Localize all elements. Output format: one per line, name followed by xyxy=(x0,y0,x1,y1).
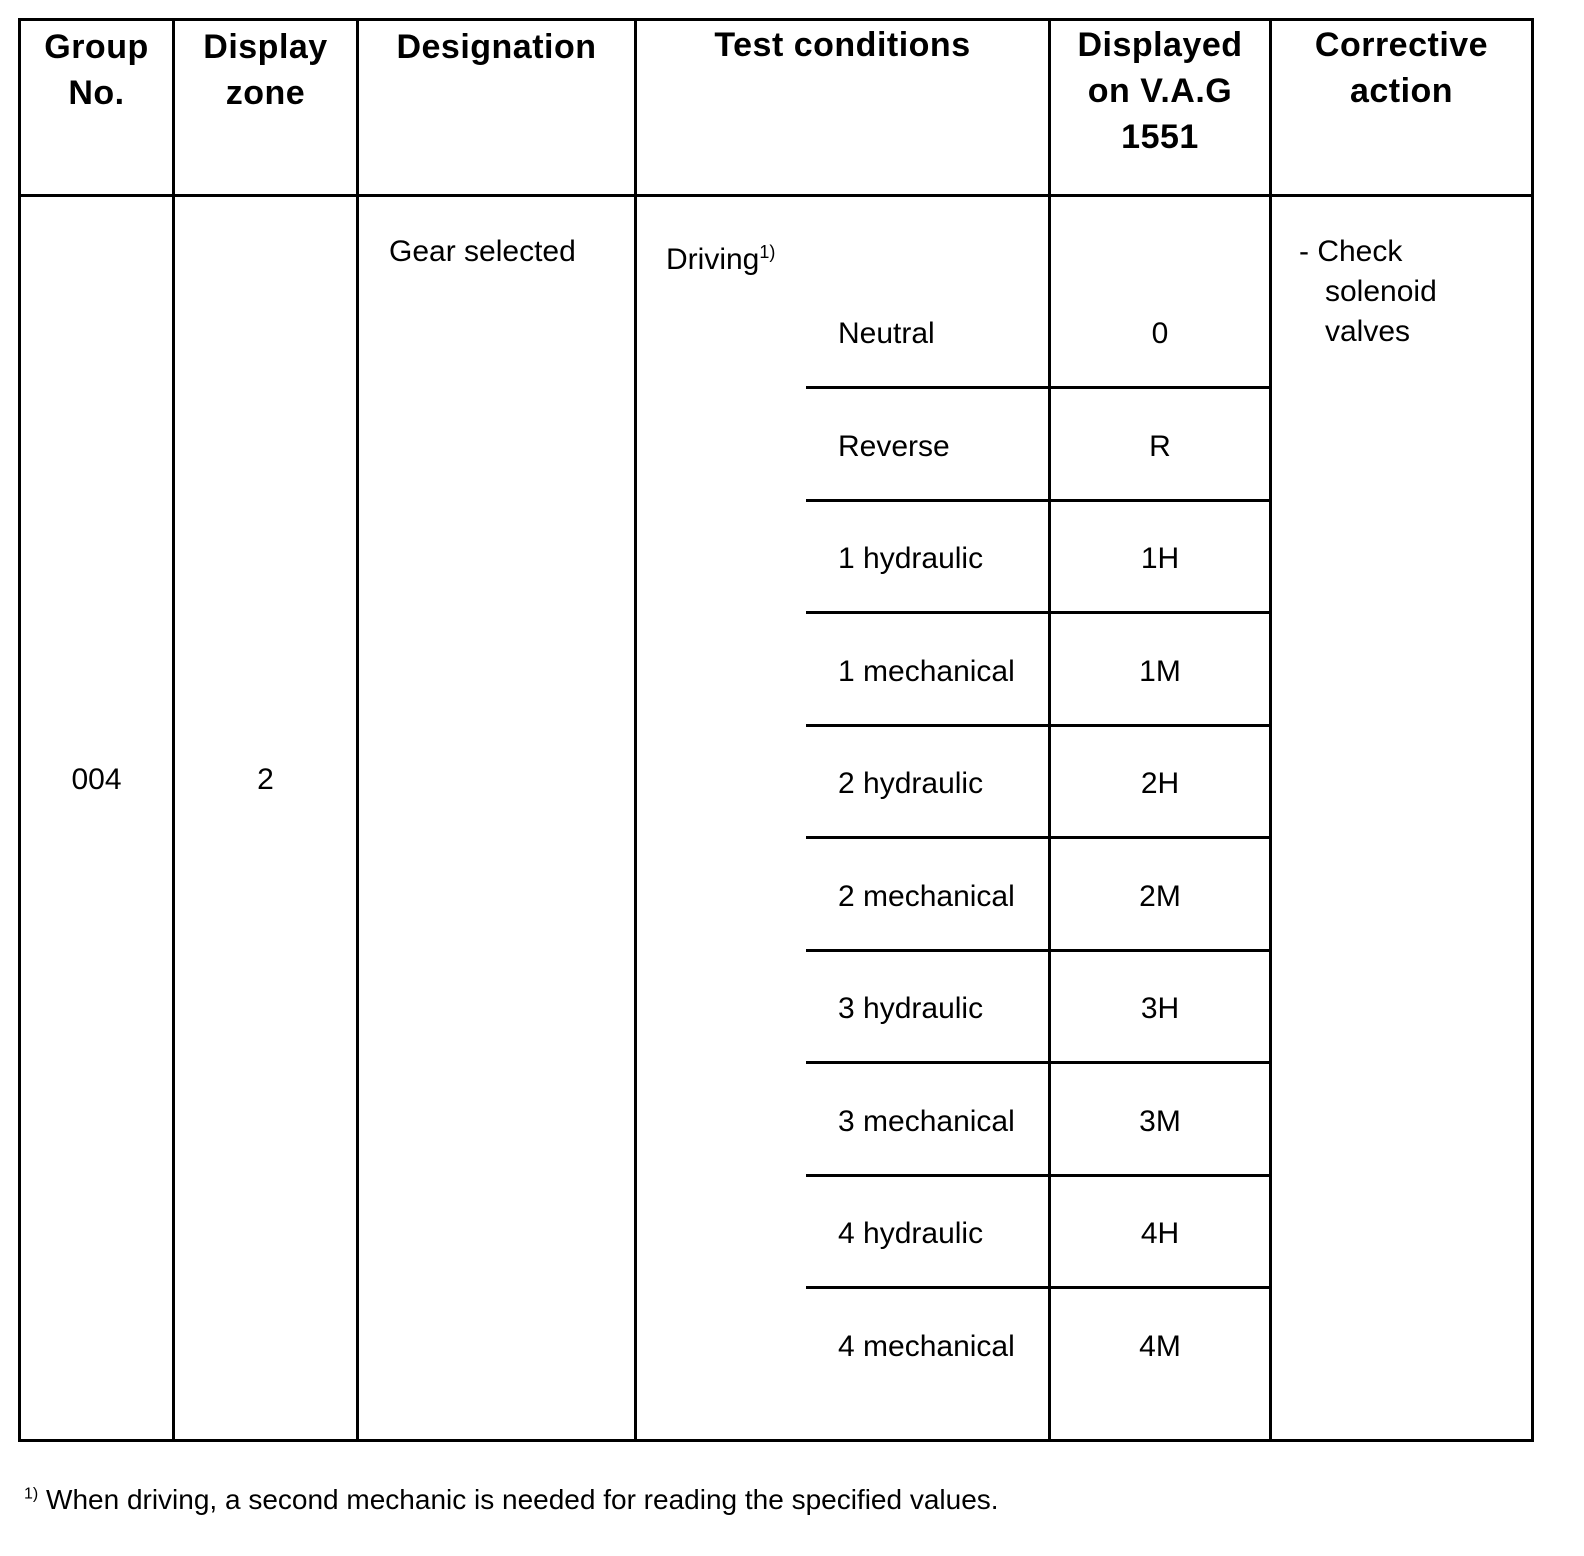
gear-row-divider xyxy=(806,386,1272,389)
column-divider xyxy=(356,18,359,1442)
column-divider xyxy=(172,18,175,1442)
gear-condition: Neutral xyxy=(838,317,935,350)
header-group-no: Group No. xyxy=(44,28,149,112)
display-zone: 2 xyxy=(257,763,274,796)
header-designation: Designation xyxy=(396,28,597,66)
header-test-conditions: Test conditions xyxy=(714,26,971,64)
diagnostic-table xyxy=(18,18,1534,1442)
gear-row-divider xyxy=(806,1061,1272,1064)
gear-row-divider xyxy=(806,611,1272,614)
footnote xyxy=(24,1480,999,1520)
footnote-text: When driving, a second mechanic is needed for reading the specified values. xyxy=(46,1484,999,1515)
gear-row-divider xyxy=(806,1174,1272,1177)
gear-condition: 3 mechanical xyxy=(838,1104,1015,1138)
gear-display-value: 0 xyxy=(1151,317,1169,350)
gear-condition: 2 mechanical xyxy=(838,879,1015,913)
gear-row-divider xyxy=(806,949,1272,952)
gear-condition: 4 hydraulic xyxy=(838,1217,984,1250)
header-displayed-on: Displayed on V.A.G 1551 xyxy=(1077,26,1243,156)
designation: Gear selected xyxy=(389,235,576,268)
header-corrective-action: Corrective action xyxy=(1314,26,1489,110)
footnote-marker: 1) xyxy=(24,1485,39,1503)
table-border-top xyxy=(18,18,1534,21)
gear-row-divider xyxy=(806,499,1272,502)
gear-display-value: 2H xyxy=(1140,767,1180,800)
gear-display-value: 1M xyxy=(1139,654,1181,688)
table-border-bottom xyxy=(18,1439,1534,1442)
condition-driving: Driving$^{1)}$ xyxy=(666,242,776,276)
gear-condition: 1 mechanical xyxy=(838,654,1015,688)
table-border-left xyxy=(18,18,21,1442)
gear-condition: 2 hydraulic xyxy=(838,767,984,800)
header-separator xyxy=(18,194,1534,197)
column-divider xyxy=(1269,18,1272,1442)
gear-display-value: 2M xyxy=(1139,879,1181,913)
gear-row-divider xyxy=(806,1286,1272,1289)
gear-condition: 4 mechanical xyxy=(838,1329,1015,1363)
gear-display-value: 3H xyxy=(1140,992,1180,1025)
gear-display-value: R xyxy=(1149,429,1171,463)
footnote-ref: 1) xyxy=(759,242,776,262)
gear-condition: Reverse xyxy=(838,429,950,463)
header-display-zone: Display zone xyxy=(203,28,328,112)
table-border-right xyxy=(1531,18,1534,1442)
gear-display-value: 1H xyxy=(1140,542,1180,575)
gear-condition: 1 hydraulic xyxy=(838,542,984,575)
gear-condition: 3 hydraulic xyxy=(838,992,984,1025)
column-divider xyxy=(634,18,637,1442)
gear-row-divider xyxy=(806,724,1272,727)
corrective-action: - Check solenoid valves xyxy=(1299,235,1437,348)
gear-display-value: 3M xyxy=(1139,1104,1181,1138)
gear-row-divider xyxy=(806,836,1272,839)
gear-display-value: 4H xyxy=(1140,1217,1180,1250)
gear-display-value: 4M xyxy=(1139,1329,1181,1363)
group-number: 004 xyxy=(71,763,122,796)
